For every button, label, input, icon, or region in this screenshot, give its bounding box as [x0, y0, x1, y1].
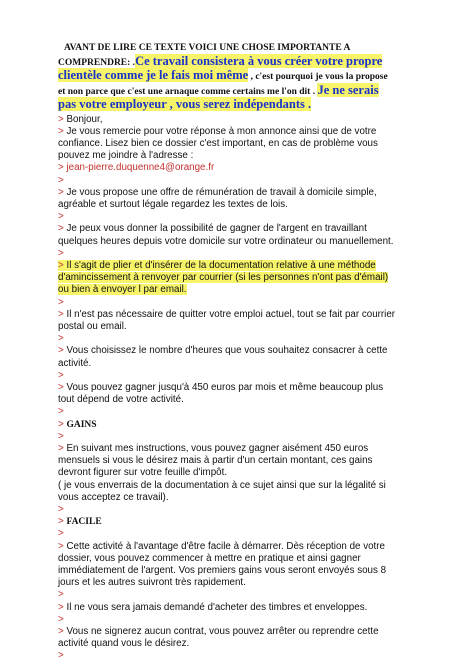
- paragraph-no-stamps: > Il ne vous sera jamais demandé d'acheter des timbres et enveloppes.: [58, 601, 368, 613]
- marker-line: >: [58, 174, 64, 186]
- paragraph-hours: > Vous choisissez le nombre d'heures que vous souhaitez consacrer à cette activité.: [58, 345, 388, 369]
- marker-line: >: [58, 211, 64, 223]
- header-line-2: COMPRENDRE: .Ce travail consistera à vous créer votre propre: [58, 53, 383, 68]
- header-line-1: AVANT DE LIRE CE TEXTE VOICI UNE CHOSE IMPORTANTE A: [64, 43, 351, 53]
- marker-line: >: [58, 406, 64, 418]
- contact-email-line: > jean-pierre.duquenne4@orange.fr: [58, 162, 215, 174]
- paragraph-legal-docs: ( je vous enverrais de la documentation à ce sujet ainsi que sur la légalité si vous acceptez ce travail).: [58, 479, 386, 503]
- header-highlight-2: clientèle comme je le fais moi même: [58, 68, 249, 82]
- header-line-3: clientèle comme je le fais moi même , c'est pourquoi je vous la propose: [58, 68, 388, 82]
- marker-line: >: [58, 296, 64, 308]
- document-page: [58, 42, 426, 663]
- marker-line: >: [58, 589, 64, 601]
- section-facile-heading: > FACILE: [58, 516, 102, 528]
- contact-email-link[interactable]: jean-pierre.duquenne4@orange.fr: [66, 162, 215, 174]
- header-highlight-1: Ce travail consistera à vous créer votre propre: [135, 53, 383, 68]
- marker-line: >: [58, 369, 64, 381]
- paragraph-gains: > En suivant mes instructions, vous pouvez gagner aisément 450 euros mensuels si vous le désirez mais à partir d'un certain montant, ces gains devront figurer sur votre feuille d'impôt.: [58, 442, 373, 479]
- section-gains-heading: > GAINS: [58, 418, 97, 430]
- marker-line: >: [58, 247, 64, 259]
- letter-body: [58, 114, 426, 663]
- paragraph-possibility: > Je peux vous donner la possibilité de gagner de l'argent en travaillant quelques heures depuis votre domicile sur votre ordinateur ou manuellement.: [58, 223, 394, 247]
- paragraph-task-highlighted: > Il s'agit de plier et d'insérer de la documentation relative à une méthode d'amincissement à renvoyer par courrier (si les personnes n'ont pas d'émail) ou bien à envoyer l par email.: [58, 259, 389, 296]
- paragraph-keep-job: > Il n'est pas nécessaire de quitter votre emploi actuel, tout se fait par courrier postal ou email.: [58, 308, 396, 332]
- header-highlight-4: pas votre employeur , vous serez indépendants .: [58, 97, 312, 111]
- header-line-5: [58, 98, 426, 113]
- paragraph-thanks: > Je vous remercie pour votre réponse à mon annonce ainsi que de votre confiance. Lisez bien ce dossier c'est important, en cas de problème vous pouvez me joindre à l'adresse :: [58, 125, 378, 162]
- marker-line: >: [58, 613, 64, 625]
- marker-line: >: [58, 650, 64, 662]
- marker-line: >: [58, 430, 64, 442]
- marker-line: >: [58, 528, 64, 540]
- greeting: > Bonjour,: [58, 113, 103, 125]
- header-line-4: et non parce que c'est une arnaque comme certains me l'on dit . Je ne serais: [58, 82, 379, 97]
- paragraph-easy-start: > Cette activité à l'avantage d'être facile à démarrer. Dès réception de votre dossier, vous pouvez commencer à mettre en pratique et ainsi gagner immédiatement de l'argent. Vos premiers gains vous seront envoyés sous 8 jours et les autres suivront très rapidement.: [58, 540, 387, 589]
- paragraph-earnings: > Vous pouvez gagner jusqu'à 450 euros par mois et même beaucoup plus tout dépend de votre activité.: [58, 381, 384, 406]
- marker-line: >: [58, 333, 64, 345]
- paragraph-offer: > Je vous propose une offre de rémunération de travail à domicile simple, agréable et surtout légale regardez les textes de lois.: [58, 186, 377, 210]
- marker-line: >: [58, 504, 64, 515]
- warning-header: [58, 42, 426, 113]
- header-highlight-3: Je ne serais: [317, 82, 379, 97]
- paragraph-no-contract: > Vous ne signerez aucun contrat, vous pouvez arrêter ou reprendre cette activité quand vous le désirez.: [58, 626, 379, 650]
